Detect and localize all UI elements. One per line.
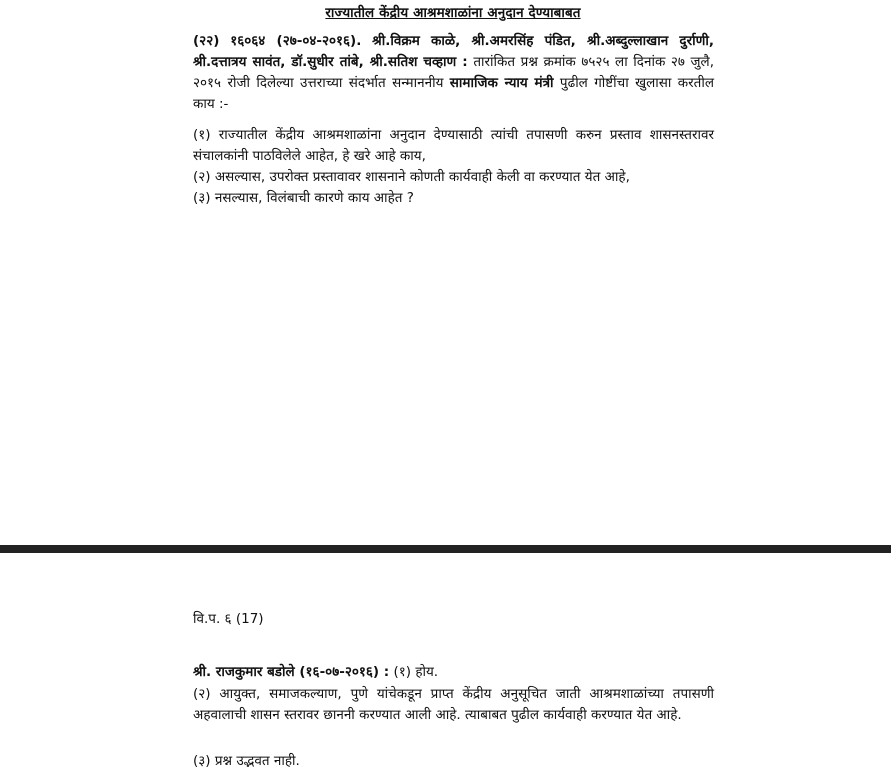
question-item-1: (१) राज्यातील केंद्रीय आश्रमशाळांना अनुदान देण्यासाठी त्यांची तपासणी करुन प्रस्ताव शासनस्तरावर संचालकांनी पाठविलेले आहेत, हे खरे आहे काय, — [193, 127, 714, 164]
page-reference: वि.प. ६ (17) — [193, 611, 264, 627]
question-intro: तारांकित प्रश्न क्रमांक ७५२५ ला दिनांक २७ जुलै, २०१५ रोजी दिलेल्या उत्तराच्या संदर्भात सन्माननीय — [193, 54, 714, 91]
question-minister: सामाजिक न्याय मंत्री — [449, 75, 554, 91]
page-divider — [0, 545, 891, 553]
question-heading: राज्यातील केंद्रीय आश्रमशाळांना अनुदान देण्याबाबत — [325, 5, 581, 21]
answer-item-1: (१) होय. — [393, 664, 439, 680]
question-number: (२२) — [193, 33, 220, 49]
answer-item-3: (३) प्रश्न उद्भवत नाही. — [193, 753, 300, 769]
question-paragraph — [193, 31, 714, 115]
answer-item-2: (२) आयुक्त, समाजकल्याण, पुणे यांचेकडून प्राप्त केंद्रीय अनुसूचित जाती आश्रमशाळांच्या तपासणी अहवालाची शासन स्तरावर छाननी करण्यात आली आहे. त्याबाबत पुढील कार्यवाही करण्यात येत आहे. — [193, 686, 714, 723]
answer-responder: श्री. राजकुमार बडोले (१६-०७-२०१६) : — [193, 664, 390, 680]
question-members: श्री.विक्रम काळे, श्री.अमरसिंह पंडित, श्री.अब्दुल्लाखान दुर्राणी, श्री.दत्तात्रय सावंत, डॉ.सुधीर तांबे, श्री.सतिश चव्हाण : — [193, 33, 714, 70]
question-id-date: १६०६४ (२७-०४-२०१६). — [230, 33, 362, 49]
question-item-3: (३) नसल्यास, विलंबाची कारणे काय आहेत ? — [193, 190, 414, 206]
question-item-2: (२) असल्यास, उपरोक्त प्रस्तावावर शासनाने कोणती कार्यवाही केली वा करण्यात येत आहे, — [193, 169, 630, 185]
question-intro-end: पुढील गोष्टींचा खुलासा करतील काय :- — [193, 75, 715, 112]
answer-paragraph-1 — [193, 662, 714, 683]
